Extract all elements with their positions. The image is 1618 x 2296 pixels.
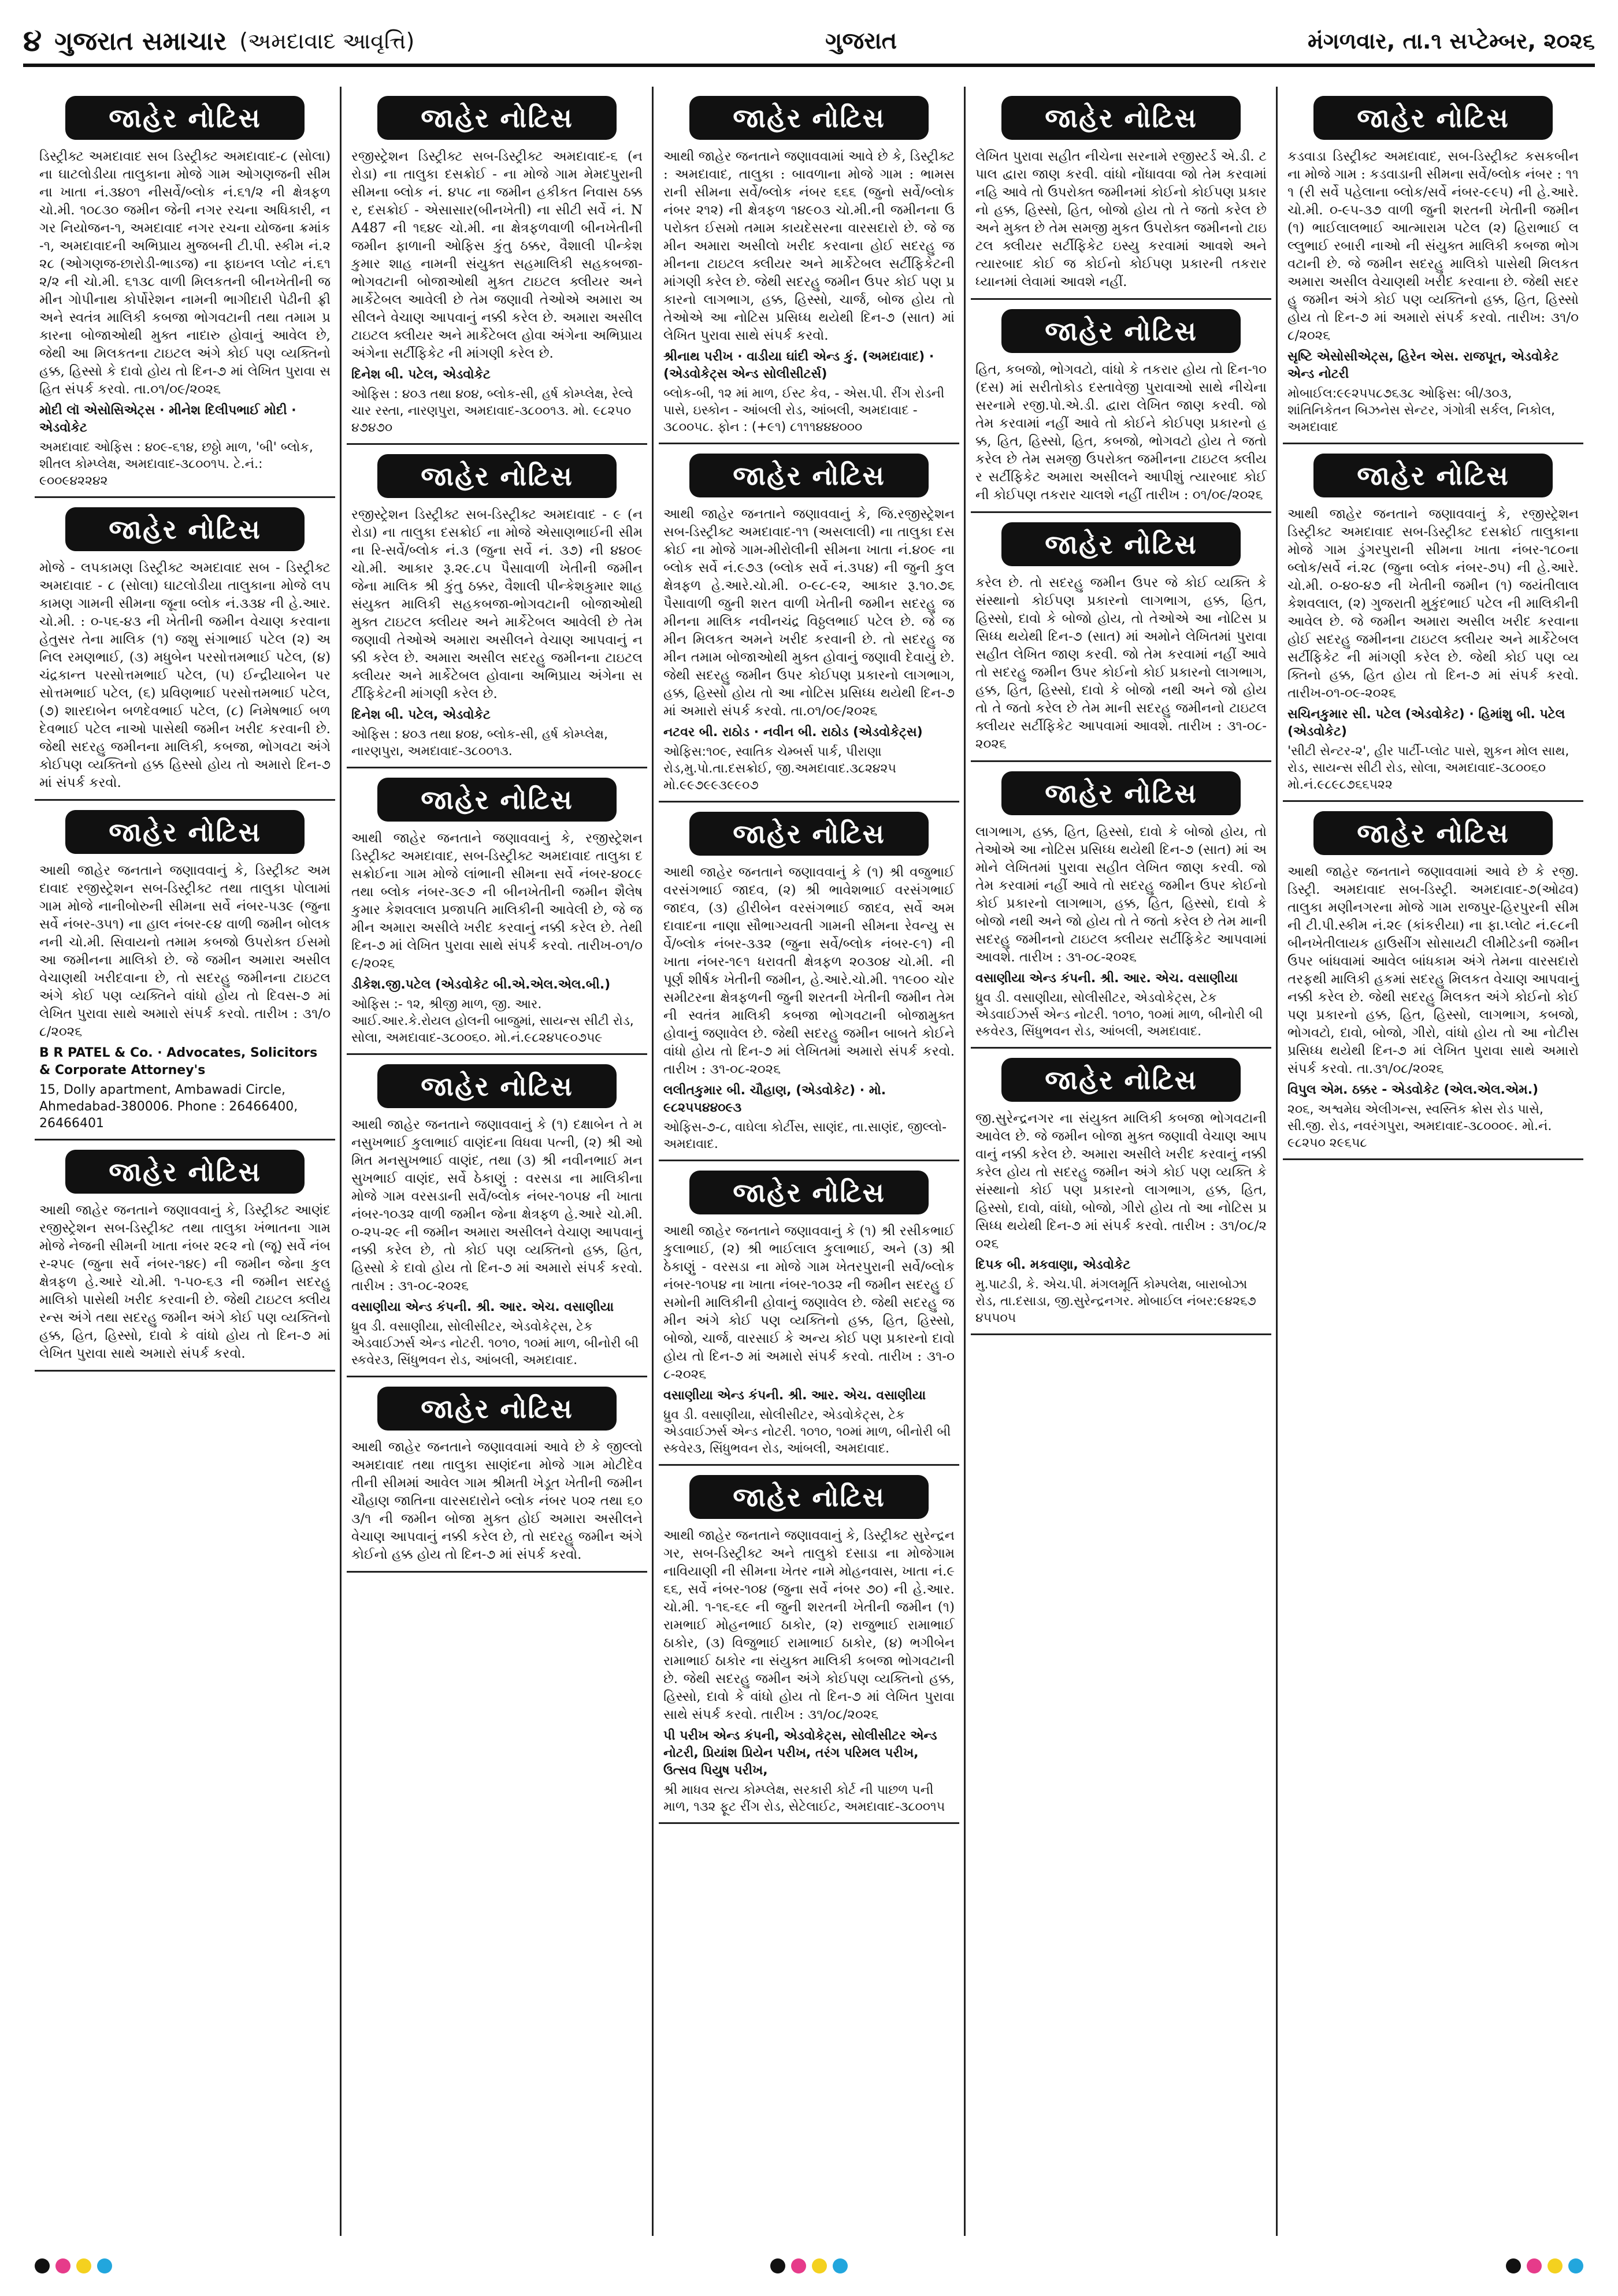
notice-heading: જાહેર નોટિસ [1001, 771, 1240, 815]
notice-contact: અમદાવાદ ઓફિસ : ૪૦૯-૬૧૪, છઠ્ઠો માળ, 'બી' બ્લોક, શીતલ કોમ્પ્લેક્ષ, અમદાવાદ-૩૮૦૦૧૫. ટે.નં.: ૯૦૦૯૪૨૨૪૨ [39, 440, 313, 488]
column-1 [35, 87, 335, 2236]
notice-body: આથી જાહેર જનતાને જણાવવાનું કે (૧) દક્ષાબેન તે મનસુખભાઈ કુલાભાઈ વાણંદના વિધવા પત્ની, (૨) શ્રી ઓમિત મનસુખભાઈ વાણંદ, તથા (૩) શ્રી નવીનભાઈ મનસુખભાઈ વાણંદ, સર્વે ઠેકાણું : વરસડા ના માલિકીના મોજે ગામ વરસડાની સર્વે/બ્લોક નંબર-૧૦૫૪ ની ખાતા નંબર-૧૦૩૨ વાળી જમીન જેના ક્ષેત્રફળ હે.આરે ચો.મી. ૦-૨૫-૨૯ ની જમીન અમારા અસીલને વેચાણ આપવાનું નક્કી કરેલ છે, તો કોઈ પણ વ્યક્તિનો હક્ક, હિત, હિસ્સો કે દાવો હોય તો દિન-૭ માં અમારો સંપર્ક કરવો. તારીખ : ૩૧-૦૮-૨૦૨૬ [351, 1117, 643, 1294]
notice-contact: ઓફિસ : ૪૦૩ તથા ૪૦૪, બ્લોક-સી, હર્ષ કોમ્પ્લેક્ષ, નારણપુરા, અમદાવાદ-૩૮૦૦૧૩. [351, 727, 608, 759]
masthead [23, 21, 1595, 61]
notice-signature: દિનેશ બી. પટેલ, એડવોકેટ [351, 708, 491, 722]
notice-heading: જાહેર નોટિસ [65, 507, 304, 551]
notice-heading: જાહેર નોટિસ [689, 1475, 928, 1519]
notice-box [1283, 444, 1583, 802]
notice-contact: ઓફિસ : ૪૦૩ તથા ૪૦૪, બ્લોક-સી, હર્ષ કોમ્પ્લેક્ષ, રેલ્વે ચાર રસ્તા, નારણપુરા, અમદાવાદ-૩૮૦૦૧૩. મો. ૯૮૨૫૦ ૪૭૪૭૦ [351, 387, 633, 435]
notice-heading: જાહેર નોટિસ [1313, 454, 1552, 497]
registration-dot [76, 2258, 91, 2273]
notice-heading: જાહેર નોટિસ [65, 1150, 304, 1194]
notice-heading: જાહેર નોટિસ [689, 1171, 928, 1214]
issue-date: મંગળવાર, તા.૧ સપ્ટેમ્બર, ૨૦૨૬ [1308, 28, 1595, 54]
notice-heading: જાહેર નોટિસ [65, 810, 304, 854]
notice-signature: B R PATEL & Co. · Advocates, Solicitors & Corporate Attorney's [39, 1046, 318, 1078]
notice-box [347, 87, 647, 445]
registration-dot [1506, 2258, 1521, 2273]
notice-box [347, 768, 647, 1055]
notice-signature: દિપક બી. મકવાણા, એડવોકેટ [975, 1258, 1131, 1272]
notice-box [659, 87, 959, 444]
edition-name: (અમદાવાદ આવૃત્તિ) [239, 28, 415, 54]
notice-signature: દિનેશ બી. પટેલ, એડવોકેટ [351, 367, 491, 382]
notice-contact: 15, Dolly apartment, Ambawadi Circle, Ahmedabad-380006. Phone : 26466400, 26466401 [39, 1083, 298, 1131]
notice-signature: વસાણીયા એન્ડ કંપની. શ્રી. આર. એચ. વસાણીયા [351, 1300, 614, 1314]
notice-signature: વસાણીયા એન્ડ કંપની. શ્રી. આર. એચ. વસાણીયા [975, 971, 1238, 986]
registration-dot [770, 2258, 785, 2273]
notice-body: આથી જાહેર જનતાને જણાવવાનું કે (૧) શ્રી વજુભાઈ વરસંગભાઈ જાદવ, (૨) શ્રી ભાવેશભાઈ વરસંગભાઈ જાદવ, (૩) હીરીબેન વરસંગભાઈ જાદવ, સર્વે અમદાવાદના નાણા સૌભાગ્યવતી ગામની સીમના રેવન્યુ સર્વે/બ્લોક નંબર-૩૩૨ (જુના સર્વે/બ્લોક નંબર-૯૧) ની ખાતા નંબર-૧૯૧ ધરાવતી ક્ષેત્રફળ ૨૦૩૦૪ ચો.મી. ની પૂર્ણ શીર્ષક ખેતીની જમીન, હે.આરે.ચો.મી. ૧૧૯૦૦ ચોરસમીટરના ક્ષેત્રફળની જુની શરતની ખેતીની જમીન તેમની સ્વતંત્ર માલિકી કબજા ભોગવટાની બોજામુક્ત હોવાનું જણાવેલ છે. જેથી સદરહુ જમીન બાબતે કોઈને વાંધો હોય તો દિન-૭ માં લેખિતમાં અમારો સંપર્ક કરવો. તારીખ : ૩૧-૦૮-૨૦૨૬ [663, 865, 955, 1077]
notice-box [659, 803, 959, 1161]
notice-box [971, 87, 1271, 300]
notice-heading: જાહેર નોટિસ [1001, 522, 1240, 566]
notice-heading: જાહેર નોટિસ [689, 454, 928, 497]
notice-body: રજીસ્ટ્રેશન ડિસ્ટ્રીક્ટ સબ-ડિસ્ટ્રીક્ટ અમદાવાદ-૬ (નરોડા) ના તાલુકા દસક્રોઈ - ના મોજે ગામ મેમદપુરાની સીમના બ્લોક નં. ૪૫૮ ના જમીન હકીકત નિવાસ ઠક્કર, દસક્રોઈ - એસાસાર(બીનખેતી) ના સીટી સર્વે નં. NA487 ની ૧૬૪૯ ચો.મી. ના ક્ષેત્રફળવાળી બીનખેતીની જમીન ફાળાની ઓફિસ કુંતુ ઠક્કર, વૈશાલી પીન્કેશકુમાર શાહ નામની સંયુક્ત સહમાલિકી સહકબજા-ભોગવટાની બોજાઓથી મુક્ત ટાઇટલ ક્લીયર અને માર્કેટેબલ આવેલી છે તેમ જણાવી તેઓએ અમારા અસીલને વેચાણ આપવાનું નક્કી કરેલ છે. અમારા અસીલ ટાઇટલ ક્લીયર અને માર્કેટેબલ હોવા અંગેના અભિપ્રાય અંગેના સર્ટીફિકેટ ની માંગણી કરેલ છે. [351, 149, 643, 361]
notice-heading: જાહેર નોટિસ [1001, 1058, 1240, 1102]
paper-name: ગુજરાત સમાચાર [54, 26, 227, 56]
notice-box [971, 762, 1271, 1049]
notice-heading: જાહેર નોટિસ [1313, 811, 1552, 855]
notice-contact: ઓફિસ:૧૦૯, સ્વાતિક ચેમ્બર્સ પાર્ક, પીરાણા રોડ,મુ.પો.તા.દસક્રોઈ, જી.અમદાવાદ.૩૮૨૪૨૫ મો.૯૯૭૯૯૩૯૯૦૭ [663, 745, 896, 793]
notice-body: ડિસ્ટ્રીક્ટ અમદાવાદ સબ ડિસ્ટ્રીક્ટ અમદાવાદ-૮ (સોલા) ના ઘાટલોડીયા તાલુકાના મોજે ગામ ઓગણજની સીમના ખાતા નં.૩૪૦૧ નીસર્વે/બ્લોક નં.૬૧/૨ ની ક્ષેત્રફળ ચો.મી. ૧૦૮૩૦ જમીન જેની નગર રચના અધિકારી, નગર નિયોજન-૧, અમદાવાદ નગર રચના યોજના ક્રમાંક-૧, અમદાવાદની અભિપ્રાય મુજબની ટી.પી. સ્કીમ નં.૨૨૮ (ઓગણજ-છારોડી-ભાડજ) ના ફાઇનલ પ્લોટ નં.૬૧૨/૨ ની ચો.મી. ૬૧૩૮ વાળી મિલકતની બીનખેતીની જમીન ગોપીનાથ કોર્પોરેશન નામની ભાગીદારી પેઢીની ફ્રી અને સ્વતંત્ર માલિકી કબજા ભોગવટાની તથા તમામ પ્રકારના બોજાઓથી મુક્ત નાદારુ હોવાનું આવેલ છે, જેથી આ મિલકતના ટાઇટલ અંગે કોઈ પણ વ્યક્તિનો હક્ક, હિસ્સો કે દાવો હોય તો દિન-૭ માં લેખિત પુરાવા સહિત સંપર્ક કરવો. તા.૦૧/૦૯/૨૦૨૬ [39, 149, 331, 397]
registration-dot [833, 2258, 848, 2273]
registration-dot [1527, 2258, 1542, 2273]
registration-dot [35, 2258, 50, 2273]
notice-heading: જાહેર નોટિસ [689, 812, 928, 856]
page-number: ૪ [23, 23, 42, 58]
notice-body: કરેલ છે. તો સદરહુ જમીન ઉપર જે કોઈ વ્યક્તિ કે સંસ્થાનો કોઈપણ પ્રકારનો લાગભાગ, હક્ક, હિત, હિસ્સો, દાવો કે બોજો હોય, તો તેઓએ આ નોટિસ પ્રસિધ્ધ થયેથી દિન-૭ (સાત) માં અમોને લેખિતમાં પુરાવા સહીત લેખિત જાણ કરવી. જો તેમ કરવામાં નહીં આવે તો સદરહુ જમીન ઉપર કોઈનો કોઈ પ્રકારનો લાગભાગ, હક્ક, હિત, હિસ્સો, દાવો કે બોજો નથી અને જો હોય તો તે જતો કરેલ છે તેમ માની સદરહુ જમીનનો ટાઇટલ ક્લીયર સર્ટીફિકેટ આપવામાં આવશે. તારીખ : ૩૧-૦૮-૨૦૨૬ [975, 575, 1267, 752]
notice-body: આથી જાહેર જનતાને જણાવવાનું કે, ડિસ્ટ્રીક્ટ આણંદ રજીસ્ટ્રેશન સબ-ડિસ્ટ્રીક્ટ તથા તાલુકા ખંભાતના ગામ મોજે નેજની સીમની ખાતા નંબર ૨૯૨ નો (જૂ) સર્વે નંબર-૨૫૯ (જુના સર્વે નંબર-૧૪૯) ની જમીન જેના કુલ ક્ષેત્રફળ હે.આરે ચો.મી. ૧-૫૦-૬૩ ની જમીન સદરહુ માલિકો પાસેથી ખરીદ કરવાની છે. જેથી ટાઇટલ ક્લીયરન્સ અંગે તથા સદરહુ જમીન અંગે કોઈ પણ વ્યક્તિનો હક્ક, હિત, હિસ્સો, દાવો કે વાંધો હોય તો દિન-૭ માં લેખિત પુરાવા સાથે અમારો સંપર્ક કરવો. [39, 1203, 331, 1361]
notice-contact: ઓફિસ :- ૧૨, શ્રીજી માળ, જી. આર. આઈ.આર.કે.રોયલ હોલની બાજુમાં, સાયન્સ સીટી રોડ, સોલા, અમદાવાદ-૩૮૦૦૬૦. મો.નં.૯૮૨૪૫૯૦૭૫૯ [351, 997, 634, 1045]
registration-dot [97, 2258, 112, 2273]
registration-dots-right [1506, 2258, 1583, 2273]
notice-heading: જાહેર નોટિસ [377, 454, 616, 498]
column-divider [1276, 87, 1278, 2236]
notice-body: આથી જાહેર જનતાને જણાવવામાં આવે છે કે જીલ્લો અમદાવાદ તથા તાલુકા સાણંદના મોજે ગામ મોટીદેવતીની સીમમાં આવેલ ગામ શ્રીમતી ખેડૂત ખેતીની જમીન ચૌહાણ જાતિના વારસદારોને બ્લોક નંબર ૫૦૨ તથા ૬૦૩/૧ ની જમીન બોજા મુક્ત હોઈ અમારા અસીલને વેચાણ આપવાનું નક્કી કરેલ છે, તો સદરહુ જમીન અંગે કોઈનો હક્ક હોય તો દિન-૭ માં સંપર્ક કરવો. [351, 1440, 643, 1562]
notice-signature: શ્રીનાથ પરીખ · વાડીયા ઘાંદી એન્ડ કું. (અમદાવાદ) · (એડવોકેટ્સ એન્ડ સોલીસીટર્સ) [663, 350, 934, 381]
notice-heading: જાહેર નોટિસ [377, 778, 616, 822]
notice-contact: ધ્રુવ ડી. વસાણીયા, સોલીસીટર, એડવોકેટ્સ, ટેક એડવાઈઝર્સ એન્ડ નોટરી. ૧૦૧૦, ૧૦માં માળ, બીનોરી બી સ્કવેર૩, સિંધુભવન રોડ, આંબલી, અમદાવાદ. [663, 1408, 951, 1456]
notice-body: આથી જાહેર જનતાને જણાવવાનું કે (૧) શ્રી રસીકભાઈ કુલાભાઈ, (૨) શ્રી ભાઈલાલ કુલાભાઈ, અને (૩) શ્રી ઠેકાણું - વરસડા ના મોજે ગામ ખેતરપુરાની સર્વે/બ્લોક નંબર-૧૦૫૪ ના ખાતા નંબર-૧૦૩૨ ની જમીન સદરહુ ઈસમોની માલિકીની હોવાનું જણાવેલ છે. જેથી સદરહુ જમીન અંગે કોઈ પણ વ્યક્તિનો હક્ક, હિત, હિસ્સો, બોજો, ચાર્જ, વારસાઈ કે અન્ય કોઈ પણ પ્રકારનો દાવો હોય તો દિન-૭ માં અમારો સંપર્ક કરવો. તારીખ : ૩૧-૦૮-૨૦૨૬ [663, 1224, 955, 1382]
registration-dot [1568, 2258, 1583, 2273]
notice-body: આથી જાહેર જનતાને જણાવવાનું કે, ડિસ્ટ્રીક્ટ અમદાવાદ રજીસ્ટ્રેશન સબ-ડિસ્ટ્રીક્ટ તથા તાલુકા પોલામાં ગામ મોજે નાનીબોરુની સીમના સર્વે નંબર-૫૩૯ (જુના સર્વે નંબર-૩૫૧) ના હાલ નંબર-૯૪ વાળી જમીન બોલકનની ચો.મી. સિવાયનો તમામ કબજો ઉપરોક્ત ઈસમો આ જમીનના માલિકો છે. જે જમીન અમારા અસીલ વેચાણથી ખરીદવાના છે, તો સદરહુ જમીનના ટાઇટલ અંગે કોઈ પણ વ્યક્તિને વાંધો હોય તો દિવસ-૭ માં લેખિત પુરાવા સાથે અમારો સંપર્ક કરવો. તારીખ : ૩૧/૦૮/૨૦૨૬ [39, 863, 331, 1039]
notice-box [35, 1140, 335, 1372]
notice-body: લેખિત પુરાવા સહીત નીચેના સરનામે રજીસ્ટર્ડ એ.ડી. ટપાલ દ્વારા જાણ કરવી. વાંધો નોંધાવવા જો તેમ કરવામાં નહિ આવે તો ઉપરોક્ત જમીનમાં કોઈનો કોઈપણ પ્રકારનો હક્ક, હિસ્સો, હિત, બોજો હોય તો તે જતો કરેલ છે અને મુક્ત છે તેમ સમજી મુકત ઉપરોક્ત જમીનનો ટાઇટલ ક્લીયર સર્ટીફિકેટ ઇસ્યુ કરવામાં આવશે અને ત્યારબાદ કોઈ જ કોઈનો કોઈપણ પ્રકારની તકરાર ધ્યાનમાં લેવામાં આવશે નહીં. [975, 149, 1267, 289]
notice-signature: મોદી લૉ એસોસિએટ્સ · મીનેશ દિલીપભાઈ મોદી · એડવોકેટ [39, 403, 296, 435]
registration-dots-center [770, 2258, 848, 2273]
notice-contact: ધ્રુવ ડી. વસાણીયા, સોલીસીટર, એડવોકેટ્સ, ટેક એડવાઈઝર્સ એન્ડ નોટરી. ૧૦૧૦, ૧૦માં માળ, બીનોરી બી સ્કવેર૩, સિંધુભવન રોડ, આંબલી, અમદાવાદ. [975, 991, 1263, 1039]
notice-body: આથી જાહેર જનતાને જણાવવામાં આવે છે કે, ડિસ્ટ્રીક્ટ : અમદાવાદ, તાલુકા : બાવળાના મોજે ગામ : ભામસરાની સીમના સર્વે/બ્લોક નંબર ૬૬૬ (જુનો સર્વે/બ્લોક નંબર ૨૧૨) ની ક્ષેત્રફળ ૧૪૯૦૩ ચો.મી.ની જમીનના ઉપરોક્ત ઈસમો તમામ કાયદેસરના વારસદારો છે. જે જમીન અમારા અસીલો ખરીદ કરવાના હોઈ સદરહુ જમીનના ટાઇટલ ક્લીયર અને માર્કેટેબલ સર્ટીફિકેટની માંગણી કરેલ છે. જેથી સદરહુ જમીન ઉપર કોઈ પણ પ્રકારનો લાગભાગ, હક્ક, હિસ્સો, ચાર્જ, બોજ હોય તો તેઓએ આ નોટિસ પ્રસિધ્ધ થયેથી દિન-૭ (સાત) માં લેખિત પુરાવા સાથે સંપર્ક કરવો. [663, 149, 955, 343]
column-5 [1283, 87, 1583, 2236]
notice-heading: જાહેર નોટિસ [377, 1387, 616, 1431]
notice-body: રજીસ્ટ્રેશન ડિસ્ટ્રીક્ટ સબ-ડિસ્ટ્રીક્ટ અમદાવાદ - ૯ (નરોડા) ના તાલુકા દસક્રોઈ ના મોજે એસાણભાઈની સીમના રિ-સર્વે/બ્લોક નં.૩ (જુના સર્વે નં. ૩૭) ની ૪૪૦૯ ચો.મી. આકાર રૂ.૨૯.૮૫ પૈસાવાળી ખેતીની જમીન જેના માલિક શ્રી કુંતુ ઠક્કર, વૈશાલી પીન્કેશકુમાર શાહ સંયુક્ત માલિકી સહકબજા-ભોગવટાની બોજાઓથી મુક્ત ટાઇટલ ક્લીયર અને માર્કેટેબલ આવેલી છે તેમ જણાવી તેઓએ અમારા અસીલને વેચાણ આપવાનું નક્કી કરેલ છે. અમારા અસીલ સદરહુ જમીનના ટાઇટલ ક્લીયર અને માર્કેટેબલ હોવાના અભિપ્રાય અંગેના સર્ટીફિકેટની માંગણી કરેલ છે. [351, 507, 643, 701]
notice-heading: જાહેર નોટિસ [1313, 96, 1552, 140]
notice-body: આથી જાહેર જનતાને જણાવવાનું કે, જિ.રજીસ્ટ્રેશન સબ-ડિસ્ટ્રીક્ટ અમદાવાદ-૧૧ (અસલાલી) ના તાલુકા દસક્રોઈ ના મોજે ગામ-મીરોલીની સીમના ખાતા નં.૪૦૯ ના બ્લોક સર્વે નં.૯૭૩ (બ્લોક સર્વે નં.૩૫૪) ની જુની કુલ ક્ષેત્રફળ હે.આરે.ચો.મી. ૦-૯૮-૯૨, આકાર રૂ.૧૦.૭૬ પૈસાવાળી જુની શરત વાળી ખેતીની જમીન સદરહુ જમીનના માલિક નવીનચંદ્ર વિઠ્ઠલભાઈ પટેલ છે. જે જમીન મિલકત અમને ખરીદ કરવાની છે. તો સદરહુ જમીન તમામ બોજાઓથી મુક્ત હોવાનું જણાવી દેવાયું છે. જેથી સદરહુ જમીન ઉપર કોઈપણ પ્રકારનો લાગભાગ, હક્ક, હિસ્સો હોય તો આ નોટિસ પ્રસિધ્ધ થયેથી દિન-૭ માં અમારો સંપર્ક કરવો. તા.૦૧/૦૯/૨૦૨૬ [663, 507, 955, 719]
notice-heading: જાહેર નોટિસ [689, 96, 928, 140]
masthead-rule [23, 64, 1595, 67]
column-divider [340, 87, 342, 2236]
notice-signature: સચિનકુમાર સી. પટેલ (એડવોકેટ) · હિમાંશુ બી. પટેલ (એડવોકેટ) [1287, 707, 1565, 739]
notice-heading: જાહેર નોટિસ [377, 1064, 616, 1108]
notice-signature: વિપુલ એમ. ઠક્કર - એડવોકેટ (એલ.એલ.એમ.) [1287, 1083, 1539, 1097]
notice-contact: મોબાઈલ:૯૯૨૫૫૮૭૬૩૮ ઓફિસ: બી/૩૦૩, શાંતિનિકેતન બિઝનેસ સેન્ટર, ગંગોત્રી સર્કલ, નિકોલ, અમદાવાદ [1287, 387, 1556, 434]
registration-marks [35, 2254, 1583, 2278]
notice-signature: લલીતકુમાર બી. ચૌહાણ, (એડવોકેટ) · મો. ૯૮૨૫૫૪૪૦૯૩ [663, 1083, 886, 1115]
notice-box [659, 1466, 959, 1824]
notice-body: હિત, કબજો, ભોગવટો, વાંધો કે તકરાર હોય તો દિન-૧૦(દસ) માં સરીતોકોડ દસ્તાવેજી પુરાવાઓ સાથે નીચેના સરનામે રજી.પો.એ.ડી. દ્વારા લેખિત જાણ કરવી. જો તેમ કરવામાં નહીં આવે તો કોઈને કોઈપણ પ્રકારનો હક્ક, હિત, હિસ્સો, હિત, કબજો, ભોગવટો હોય તે જતો કરેલ છે તેમ સમજી ઉપરોક્ત જમીનના ટાઇટલ ક્લીયર સર્ટીફિકેટ અમારા અસીલને આપીશું ત્યારબાદ કોઈની કોઈપણ તકરાર ચાલશે નહીં તારીખ : ૦૧/૦૯/૨૦૨૬ [975, 362, 1267, 503]
notice-signature: સૃષ્ટિ એસોસીએટ્સ, હિરેન એસ. રાજપૂત, એડવોકેટ એન્ડ નોટરી [1287, 350, 1559, 381]
column-2 [347, 87, 647, 2236]
notice-box [1283, 87, 1583, 444]
notice-heading: જાહેર નોટિસ [1001, 309, 1240, 353]
notice-contact: મુ.પાટડી, કે. એચ.પી. મંગલમૂર્તિ કોમ્પલેક્ષ, બારાબોઝા રોડ, તા.દસાડા, જી.સુરેન્દ્રનગર. મોબાઈલ નંબર:૯૪૨૬૭ ૪૫૫૦૫ [975, 1277, 1256, 1325]
notice-body: આથી જાહેર જનતાને જણાવવામાં આવે છે કે રજી. ડિસ્ટ્રી. અમદાવાદ સબ-ડિસ્ટ્રી. અમદાવાદ-૭(ઓઢવ) તાલુકા મણીનગરના મોજે ગામ રાજપુર-હિરપુરની સીમની ટી.પી.સ્કીમ નં.૨૯ (કાંકરીયા) ના ફા.પ્લોટ નં.૯૮ની બીનખેતીલાયક હાઉસીંગ સોસાયટી લીમીટેડની જમીન ઉપર બાંધવામાં આવેલ બાંધકામ અંગે તેમના વારસદારો તરફથી માલિકી હકમાં સદરહુ મિલકત વેચાણ આપવાનું નક્કી કરેલ છે. જેથી સદરહુ મિલકત અંગે કોઈનો કોઈ પણ પ્રકારનો હક્ક, હિત, હિસ્સો, લાગભાગ, કબજો, ભોગવટો, દાવો, બોજો, ગીરો, વાંધો હોય તો આ નોટીસ પ્રસિધ્ધ થયેથી દિન-૭ માં લેખિત પુરાવા સાથે અમારો સંપર્ક કરવો. તા.૩૧/૦૮/૨૦૨૬ [1287, 864, 1579, 1076]
notice-signature: પી પરીખ એન્ડ કંપની, એડવોકેટ્સ, સોલીસીટર એન્ડ નોટરી, પ્રિયાંશ પ્રિયેન પરીખ, તરંગ પરિમલ પરીખ, ઉત્સવ પિયુષ પરીખ, [663, 1729, 937, 1778]
notice-body: આથી જાહેર જનતાને જણાવવાનું કે, ડિસ્ટ્રીક્ટ સુરેન્દ્રનગર, સબ-ડિસ્ટ્રીક્ટ અને તાલુકો દસાડા ના મોજેગામ નાવિયાણી ની સીમના ખેતર નામે મોહનવાસ, ખાતા નં.૯૬૬, સર્વે નંબર-૧૦૪ (જુના સર્વે નંબર ૭૦) ની હે.આર.ચો.મી. ૧-૧૬-૬૯ ની જુની શરતની ખેતીની જમીન (૧) રામભાઈ મોહનભાઈ ઠાકોર, (૨) રાજુભાઈ રામાભાઈ ઠાકોર, (૩) વિજુભાઈ રામાભાઈ ઠાકોર, (૪) ભગીબેન રામાભાઈ ઠાકોર ના સંયુક્ત માલિકી કબજા ભોગવટાની છે. જેથી સદરહુ જમીન અંગે કોઈપણ વ્યક્તિનો હક્ક, હિસ્સો, દાવો કે વાંધો હોય તો દિન-૭ માં લેખિત પુરાવા સાથે સંપર્ક કરવો. તારીખ : ૩૧/૦૮/૨૦૨૬ [663, 1528, 955, 1722]
registration-dot [1548, 2258, 1563, 2273]
notice-box [659, 1161, 959, 1466]
notice-signature: ડીકેશ.જી.પટેલ (એડવોકેટ બી.એ.એલ.એલ.બી.) [351, 978, 611, 992]
notice-box [347, 445, 647, 768]
notice-contact: 'સીટી સેન્ટર-૨', હીર પાર્ટી-પ્લોટ પાસે, શુકન મોલ સાથ, રોડ, સાયન્સ સીટી રોડ, સોલા, અમદાવાદ-૩૮૦૦૬૦ મો.નં.૯૮૯૮૭૬૬૫૨૨ [1287, 744, 1569, 792]
notice-contact: શ્રી માધવ સત્ય કોમ્પ્લેક્ષ, સરકારી કોર્ટ ની પાછળ પની માળ, ૧૩૨ ફૂટ રીંગ રોડ, સેટેલાઈટ, અમદાવાદ-૩૮૦૦૧૫ [663, 1783, 945, 1814]
registration-dot [812, 2258, 827, 2273]
notice-box [971, 513, 1271, 762]
notice-box [659, 444, 959, 803]
column-4 [971, 87, 1271, 2236]
notice-body: કડવાડા ડિસ્ટ્રીક્ટ અમદાવાદ, સબ-ડિસ્ટ્રીક્ટ કસકબીનના મોજે ગામ : કડવાડાની સીમના સર્વે/બ્લોક નંબર : ૧૧૧ (રી સર્વે પહેલાના બ્લોક/સર્વે નંબર-૯૯૫) ની હે.આરે.ચો.મી. ૦-૯૫-૩૭ વાળી જુની શરતની ખેતીની જમીન (૧) ભાઈલાલભાઈ આત્મારામ પટેલ (૨) હિરાભાઈ લલ્લુભાઈ રબારી નાઓ ની સંયુક્ત માલિકી કબજા ભોગવટાની છે. જે જમીન સદરહુ માલિકો પાસેથી મિલકત અમારા અસીલ વેચાણથી ખરીદ કરવાના છે. જેથી સદરહુ જમીન અંગે કોઈ પણ વ્યક્તિનો હક્ક, હિત, હિસ્સો હોય તો દિન-૭ માં અમારો સંપર્ક કરવો. તારીખ: ૩૧/૦૮/૨૦૨૬ [1287, 149, 1579, 343]
notice-body: લાગભાગ, હક્ક, હિત, હિસ્સો, દાવો કે બોજો હોય, તો તેઓએ આ નોટિસ પ્રસિધ્ધ થયેથી દિન-૭ (સાત) માં અમોને લેખિતમાં પુરાવા સહીત લેખિત જાણ કરવી. જો તેમ કરવામાં નહીં આવે તો સદરહુ જમીન ઉપર કોઈનો કોઈ પ્રકારનો લાગભાગ, હક્ક, હિત, હિસ્સો, દાવો કે બોજો નથી અને જો હોય તો તે જતો કરેલ છે તેમ માની સદરહુ જમીનનો ટાઇટલ ક્લીયર સર્ટીફિકેટ આપવામાં આવશે. તારીખ : ૩૧-૦૮-૨૦૨૬ [975, 824, 1267, 965]
registration-dot [791, 2258, 806, 2273]
column-divider [964, 87, 966, 2236]
notice-box [347, 1377, 647, 1573]
notice-contact: ૨૦૬, અશ્વમેઘ એલીગન્સ, સ્વસ્તિક ક્રોસ રોડ પાસે, સી.જી. રોડ, નવરંગપુરા, અમદાવાદ-૩૮૦૦૦૯. મો.નં. ૯૮૨૫૦ ૨૯૬૫૮ [1287, 1102, 1552, 1150]
notice-body: જી.સુરેન્દ્રનગર ના સંયુક્ત માલિકી કબજા ભોગવટાની આવેલ છે. જે જમીન બોજા મુક્ત જણાવી વેચાણ આપવાનું નક્કી કરેલ છે. અમારા અસીલે ખરીદ કરવાનું નક્કી કરેલ હોય તો સદરહુ જમીન અંગે કોઈ પણ વ્યક્તિ કે સંસ્થાનો કોઈ પણ પ્રકારનો લાગભાગ, હક્ક, હિત, હિસ્સો, દાવો, વાંધો, બોજો, ગીરો હોય તો આ નોટિસ પ્રસિધ્ધ થયેથી દિન-૭ માં સંપર્ક કરવો. તારીખ : ૩૧/૦૮/૨૦૨૬ [975, 1111, 1267, 1251]
notice-contact: ધ્રુવ ડી. વસાણીયા, સોલીસીટર, એડવોકેટ્સ, ટેક એડવાઈઝર્સ એન્ડ નોટરી. ૧૦૧૦, ૧૦માં માળ, બીનોરી બી સ્કવેર૩, સિંધુભવન રોડ, આંબલી, અમદાવાદ. [351, 1320, 639, 1368]
notice-box [971, 300, 1271, 513]
notice-heading: જાહેર નોટિસ [377, 96, 616, 140]
notice-box [347, 1055, 647, 1377]
notice-body: આથી જાહેર જનતાને જણાવવાનું કે, રજીસ્ટ્રેશન ડિસ્ટ્રીક્ટ અમદાવાદ સબ-ડિસ્ટ્રીક્ટ દસક્રોઈ તાલુકાના મોજે ગામ ડુંગરપુરાની સીમના ખાતા નંબર-૧૮૦ના બ્લોક/સર્વે નં.૨૮ (જુના બ્લોક નંબર-૭૫) ની હે.આરે.ચો.મી. ૦-૪૦-૪૭ ની ખેતીની જમીન (૧) જયંતીલાલ કેશવલાલ, (૨) ગુજરાતી મુકુંદભાઈ પટેલ ની માલિકીની આવેલ છે. જે જમીન અમારા અસીલ ખરીદ કરવાના હોઈ સદરહુ જમીનના ટાઇટલ ક્લીયર અને માર્કેટેબલ સર્ટીફિકેટ ની માંગણી કરેલ છે. જેથી કોઈ પણ વ્યક્તિનો હક્ક, હિત હોય તો દિન-૭ માં સંપર્ક કરવો. તારીખ-૦૧-૦૯-૨૦૨૬ [1287, 507, 1579, 701]
notice-box [1283, 802, 1583, 1160]
notice-contact: બ્લોક-બી, ૧૨ માં માળ, ઈસ્ટ કેવ, - એસ.પી. રીંગ રોડની પાસે, ઇસ્કોન - આંબલી રોડ, આંબલી, અમદાવાદ - ૩૮૦૦૫૮. ફોન : (+૯૧) ૮૧૧૧૪૪૪૦૦૦ [663, 387, 945, 434]
notice-signature: વસાણીયા એન્ડ કંપની. શ્રી. આર. એચ. વસાણીયા [663, 1388, 926, 1403]
notice-body: મોજે - લપકામણ ડિસ્ટ્રીક્ટ અમદાવાદ સબ - ડિસ્ટ્રીક્ટ અમદાવાદ - ૮ (સોલા) ઘાટલોડીયા તાલુકાના મોજે લપકામણ ગામની સીમના જૂના બ્લોક નં.૩૩૪ ની હે.આર.ચો.મી. : ૦-૫૬-૪૩ ની ખેતીની જમીન વેચાણ કરવાના હેતુસર તેના માલિક (૧) જશુ સંગાભાઈ પટેલ (૨) અનિલ રમણભાઈ, (૩) મધુબેન પરસોત્તમભાઈ પટેલ, (૪) ચંદ્રકાન્ત પરસોત્તમભાઈ પટેલ, (૫) ઈન્દ્રીયાબેન પરસોત્તમભાઈ પટેલ, (૬) પ્રવિણભાઈ પરસોત્તમભાઈ પટેલ, (૭) શારદાબેન બળદેવભાઈ પટેલ, (૮) નિમેષભાઈ બળદેવભાઈ પટેલ નાઓ પાસેથી જમીન ખરીદ કરવાની છે. જેથી સદરહુ જમીનના માલિકી, કબજા, ભોગવટા અંગે કોઈપણ વ્યક્તિનો હક્ક હિસ્સો હોય તો અમારો દિન-૭ માં સંપર્ક કરવો. [39, 560, 331, 790]
notice-box [971, 1049, 1271, 1335]
notice-body: આથી જાહેર જનતાને જણાવવાનું કે, રજીસ્ટ્રેશન ડિસ્ટ્રીક્ટ અમદાવાદ, સબ-ડિસ્ટ્રીક્ટ અમદાવાદ તાલુકા દસક્રોઈના ગામ મોજે લાંભાની સીમના સર્વે નંબર-૪૦૮૯ તથા બ્લોક નંબર-૩૯૭ ની બીનખેતીની જમીન શૈલેષકુમાર કેશવલાલ પ્રજાપતિ માલિકીની આવેલી છે, જે જમીન અમારા અસીલે ખરીદ કરવાનું નક્કી કરેલ છે. તેથી દિન-૭ માં લેખિત પુરાવા સાથે સંપર્ક કરવો. તારીખ-૦૧/૦૯/૨૦૨૬ [351, 831, 643, 971]
notice-box [35, 87, 335, 498]
registration-dots-left [35, 2258, 112, 2273]
notice-contact: ઓફિસ-૭-૮, વાઘેલા કોર્ટીસ, સાણંદ, તા.સાણંદ, જીલ્લો-અમદાવાદ. [663, 1120, 947, 1151]
column-divider [652, 87, 654, 2236]
masthead-left [23, 24, 414, 59]
registration-dot [55, 2258, 70, 2273]
column-3 [659, 87, 959, 2236]
section-name: ગુજરાત [825, 28, 897, 54]
notice-heading: જાહેર નોટિસ [65, 96, 304, 140]
notice-signature: નટવર બી. રાઠોડ · નવીન બી. રાઠોડ (એડવોકેટ્સ) [663, 725, 923, 740]
notice-heading: જાહેર નોટિસ [1001, 96, 1240, 140]
notice-box [35, 801, 335, 1140]
notice-box [35, 498, 335, 801]
